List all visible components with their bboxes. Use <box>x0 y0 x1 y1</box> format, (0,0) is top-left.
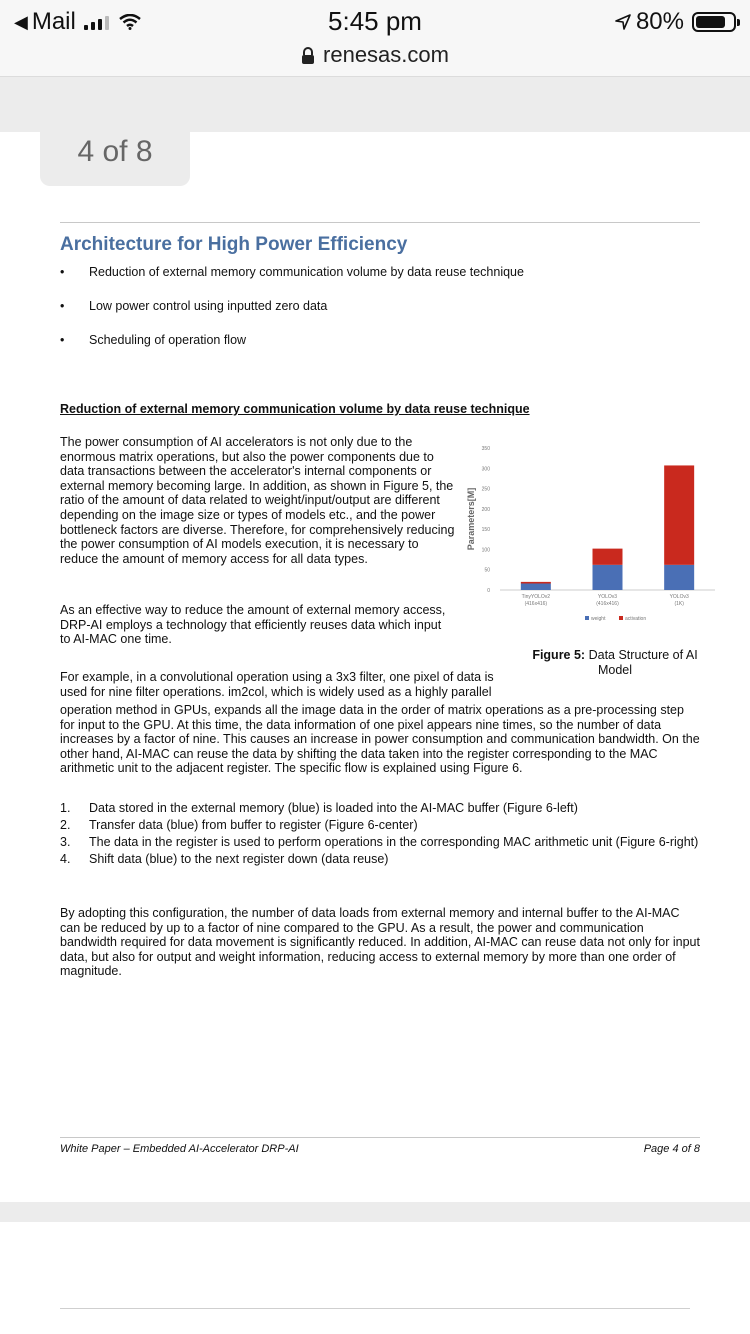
location-arrow-icon <box>614 13 632 31</box>
page-footer <box>60 1143 700 1155</box>
bar-weight <box>593 565 623 590</box>
figure-caption-text: Data Structure of AI Model <box>588 648 698 677</box>
bar-weight <box>664 565 694 590</box>
paragraph-power-consumption: The power consumption of AI accelerators is not only due to the enormous matrix operations, but also the power components due to data transactions between the accelerator's internal components or external memory becoming large. In addition, as shown in Figure 5, the ratio of the amount of data related to weight/input/output are different depending on the image size or types of models etc., and the power bottleneck factors are diverse. Therefore, for comprehensively reducing the power consumption of AI models execution, it is necessary to reduce the amount of memory access for all data types. <box>60 435 455 566</box>
battery-percent: 80% <box>635 8 684 35</box>
data-flow-steps <box>60 801 700 869</box>
back-arrow-icon: ◀ <box>14 11 28 32</box>
section-heading: Reduction of external memory communication volume by data reuse technique <box>60 402 530 416</box>
y-tick-label: 300 <box>481 466 490 473</box>
x-tick-label: TinyYOLOv2 <box>521 594 551 600</box>
list-item: 3. The data in the register is used to perform operations in the corresponding MAC arithmetic unit (Figure 6-right) <box>60 835 699 849</box>
bar-activation <box>593 549 623 565</box>
legend-label: weight <box>591 616 606 622</box>
list-item: 1. Data stored in the external memory (blue) is loaded into the AI-MAC buffer (Figure 6-left) <box>60 801 578 815</box>
y-tick-label: 150 <box>481 527 490 534</box>
url-text: renesas.com <box>323 42 449 67</box>
status-bar <box>0 0 750 77</box>
lock-icon <box>301 47 315 65</box>
footer-document-title: White Paper – Embedded AI-Accelerator DRP-AI <box>60 1143 299 1155</box>
x-tick-label: (416x416) <box>524 601 548 607</box>
list-item: 2. Transfer data (blue) from buffer to register (Figure 6-center) <box>60 818 418 832</box>
y-tick-label: 200 <box>481 506 490 513</box>
battery-icon <box>692 12 736 32</box>
paragraph-convolution-b: operation method in GPUs, expands all the image data in the order of matrix operations as a pre-processing step for input to the GPU. At this time, the data information of one pixel appears nine times, so the number of data increases by a factor of nine. This causes an increase in power consumption and communication bandwidth. On the other hand, AI-MAC can reuse the data by shifting the data taken into the register corresponding to the MAC arithmetic unit to the adjacent register. The specific flow is explained using Figure 6. <box>60 703 700 776</box>
pdf-page[interactable]: Architecture for High Power Efficiency • Reduction of external memory communication volume by data reuse technique • Low power control using inputted zero data • Scheduling of operation flow Reduction of external memory communication volume by data reuse technique The power consumption of AI accelerators is not only due to the enormous matrix operations, but also the power components due to data transactions between the accelerator's internal components or external memory becoming large. In addition, as shown in Figure 5, the ratio of the amount of data related to weight/input/output are different depending on the image size or types of models etc., and the power bottleneck factors are diverse. Therefore, for comprehensively reducing the power consumption of AI models execution, it is necessary to reduce the amount of memory access for all data types. As an effective way to reduce the amount of external memory access, DRP-AI employs a technology that efficiently reuses data which input to AI-MAC one time. Parameters[M] 0 50 100 150 200 250 300 350 TinyYOLOv2 (416x416) YOLOv3 (416x416) YOLOv3 (1K) weight activation Figure 5: Data Structure of AI Model For example, in a convolutional operation using a 3x3 filter, one pixel of data is used for nine filter operations. im2col, which is widely used as a highly parallel operation method in GPUs, expands all the image data in the order of matrix operations as a pre-processing step for input to the GPU. At this time, the data information of one pixel appears nine times, so the number of data increases by a factor of nine. This causes an increase in power consumption and communication bandwidth. On the other hand, AI-MAC can reuse the data by shifting the data taken into the register corresponding to the MAC arithmetic unit to the adjacent register. The specific flow is explained using Figure 6. 1. Data stored in the external memory (blue) is loaded into the AI-MAC buffer (Figure 6-left) 2. Transfer data (blue) from buffer to register (Figure 6-center) 3. The data in the register is used to perform operations in the corresponding MAC arithmetic unit (Figure 6-right) 4. Shift data (blue) to the next register down (data reuse) By adopting this configuration, the number of data loads from external memory and internal buffer to the AI-MAC can be reduced by up to a factor of nine compared to the GPU. As a result, the power and communication bandwidth required for data movement is significantly reduced. In addition, AI-MAC can reuse data not only for input data, but also for output and weight information, reducing access to external memory by more than one order of magnitude. White Paper – Embedded AI-Accelerator DRP-AI Page 4 of 8 <box>0 132 750 1202</box>
paragraph-conclusion: By adopting this configuration, the number of data loads from external memory and internal buffer to the AI-MAC can be reduced by up to a factor of nine compared to the GPU. As a result, the power and communication bandwidth required for data movement is significantly reduced. In addition, AI-MAC can reuse data not only for input data, but also for output and weight information, reducing access to external memory by more than one order of magnitude. <box>60 906 700 979</box>
paragraph-drp-ai: As an effective way to reduce the amount of external memory access, DRP-AI employs a technology that efficiently reuses data which input to AI-MAC one time. <box>60 603 446 647</box>
y-axis-label: Parameters[M] <box>466 487 476 551</box>
paragraph-convolution-a: For example, in a convolutional operation using a 3x3 filter, one pixel of data is used for nine filter operations. im2col, which is widely used as a highly parallel <box>60 670 494 699</box>
figure-caption-label: Figure 5: <box>532 648 586 662</box>
x-tick-label: (416x416) <box>596 601 619 607</box>
legend-swatch-weight <box>585 616 589 620</box>
list-item: 4. Shift data (blue) to the next register down (data reuse) <box>60 852 389 866</box>
status-indicators <box>614 8 736 36</box>
document-title: Architecture for High Power Efficiency <box>60 234 408 255</box>
clock: 5:45 pm <box>328 6 422 36</box>
pdf-next-page[interactable] <box>0 1222 750 1334</box>
x-tick-label: YOLOv3 <box>669 594 689 600</box>
header-divider <box>60 222 700 223</box>
y-tick-label: 350 <box>481 446 490 452</box>
y-tick-label: 250 <box>481 486 490 493</box>
x-tick-label: (1K) <box>674 601 684 607</box>
page-indicator: 4 of 8 <box>40 118 190 186</box>
bar-weight <box>521 584 551 590</box>
footer-divider <box>60 1137 700 1138</box>
figure-5-bar-chart <box>460 440 720 640</box>
address-bar[interactable] <box>0 42 750 68</box>
bar-activation <box>521 582 551 584</box>
y-tick-label: 100 <box>481 547 490 554</box>
x-tick-label: YOLOv3 <box>597 594 618 600</box>
legend-swatch-activation <box>619 616 623 620</box>
footer-page-number: Page 4 of 8 <box>643 1143 700 1155</box>
back-app-label: Mail <box>31 8 76 35</box>
y-tick-label: 50 <box>484 567 490 574</box>
figure-5-caption <box>520 648 710 678</box>
legend-label: activation <box>625 616 647 622</box>
battery-fill <box>696 16 725 28</box>
next-page-divider <box>60 1308 690 1309</box>
y-tick-label: 0 <box>487 588 490 594</box>
bar-activation <box>664 465 694 564</box>
